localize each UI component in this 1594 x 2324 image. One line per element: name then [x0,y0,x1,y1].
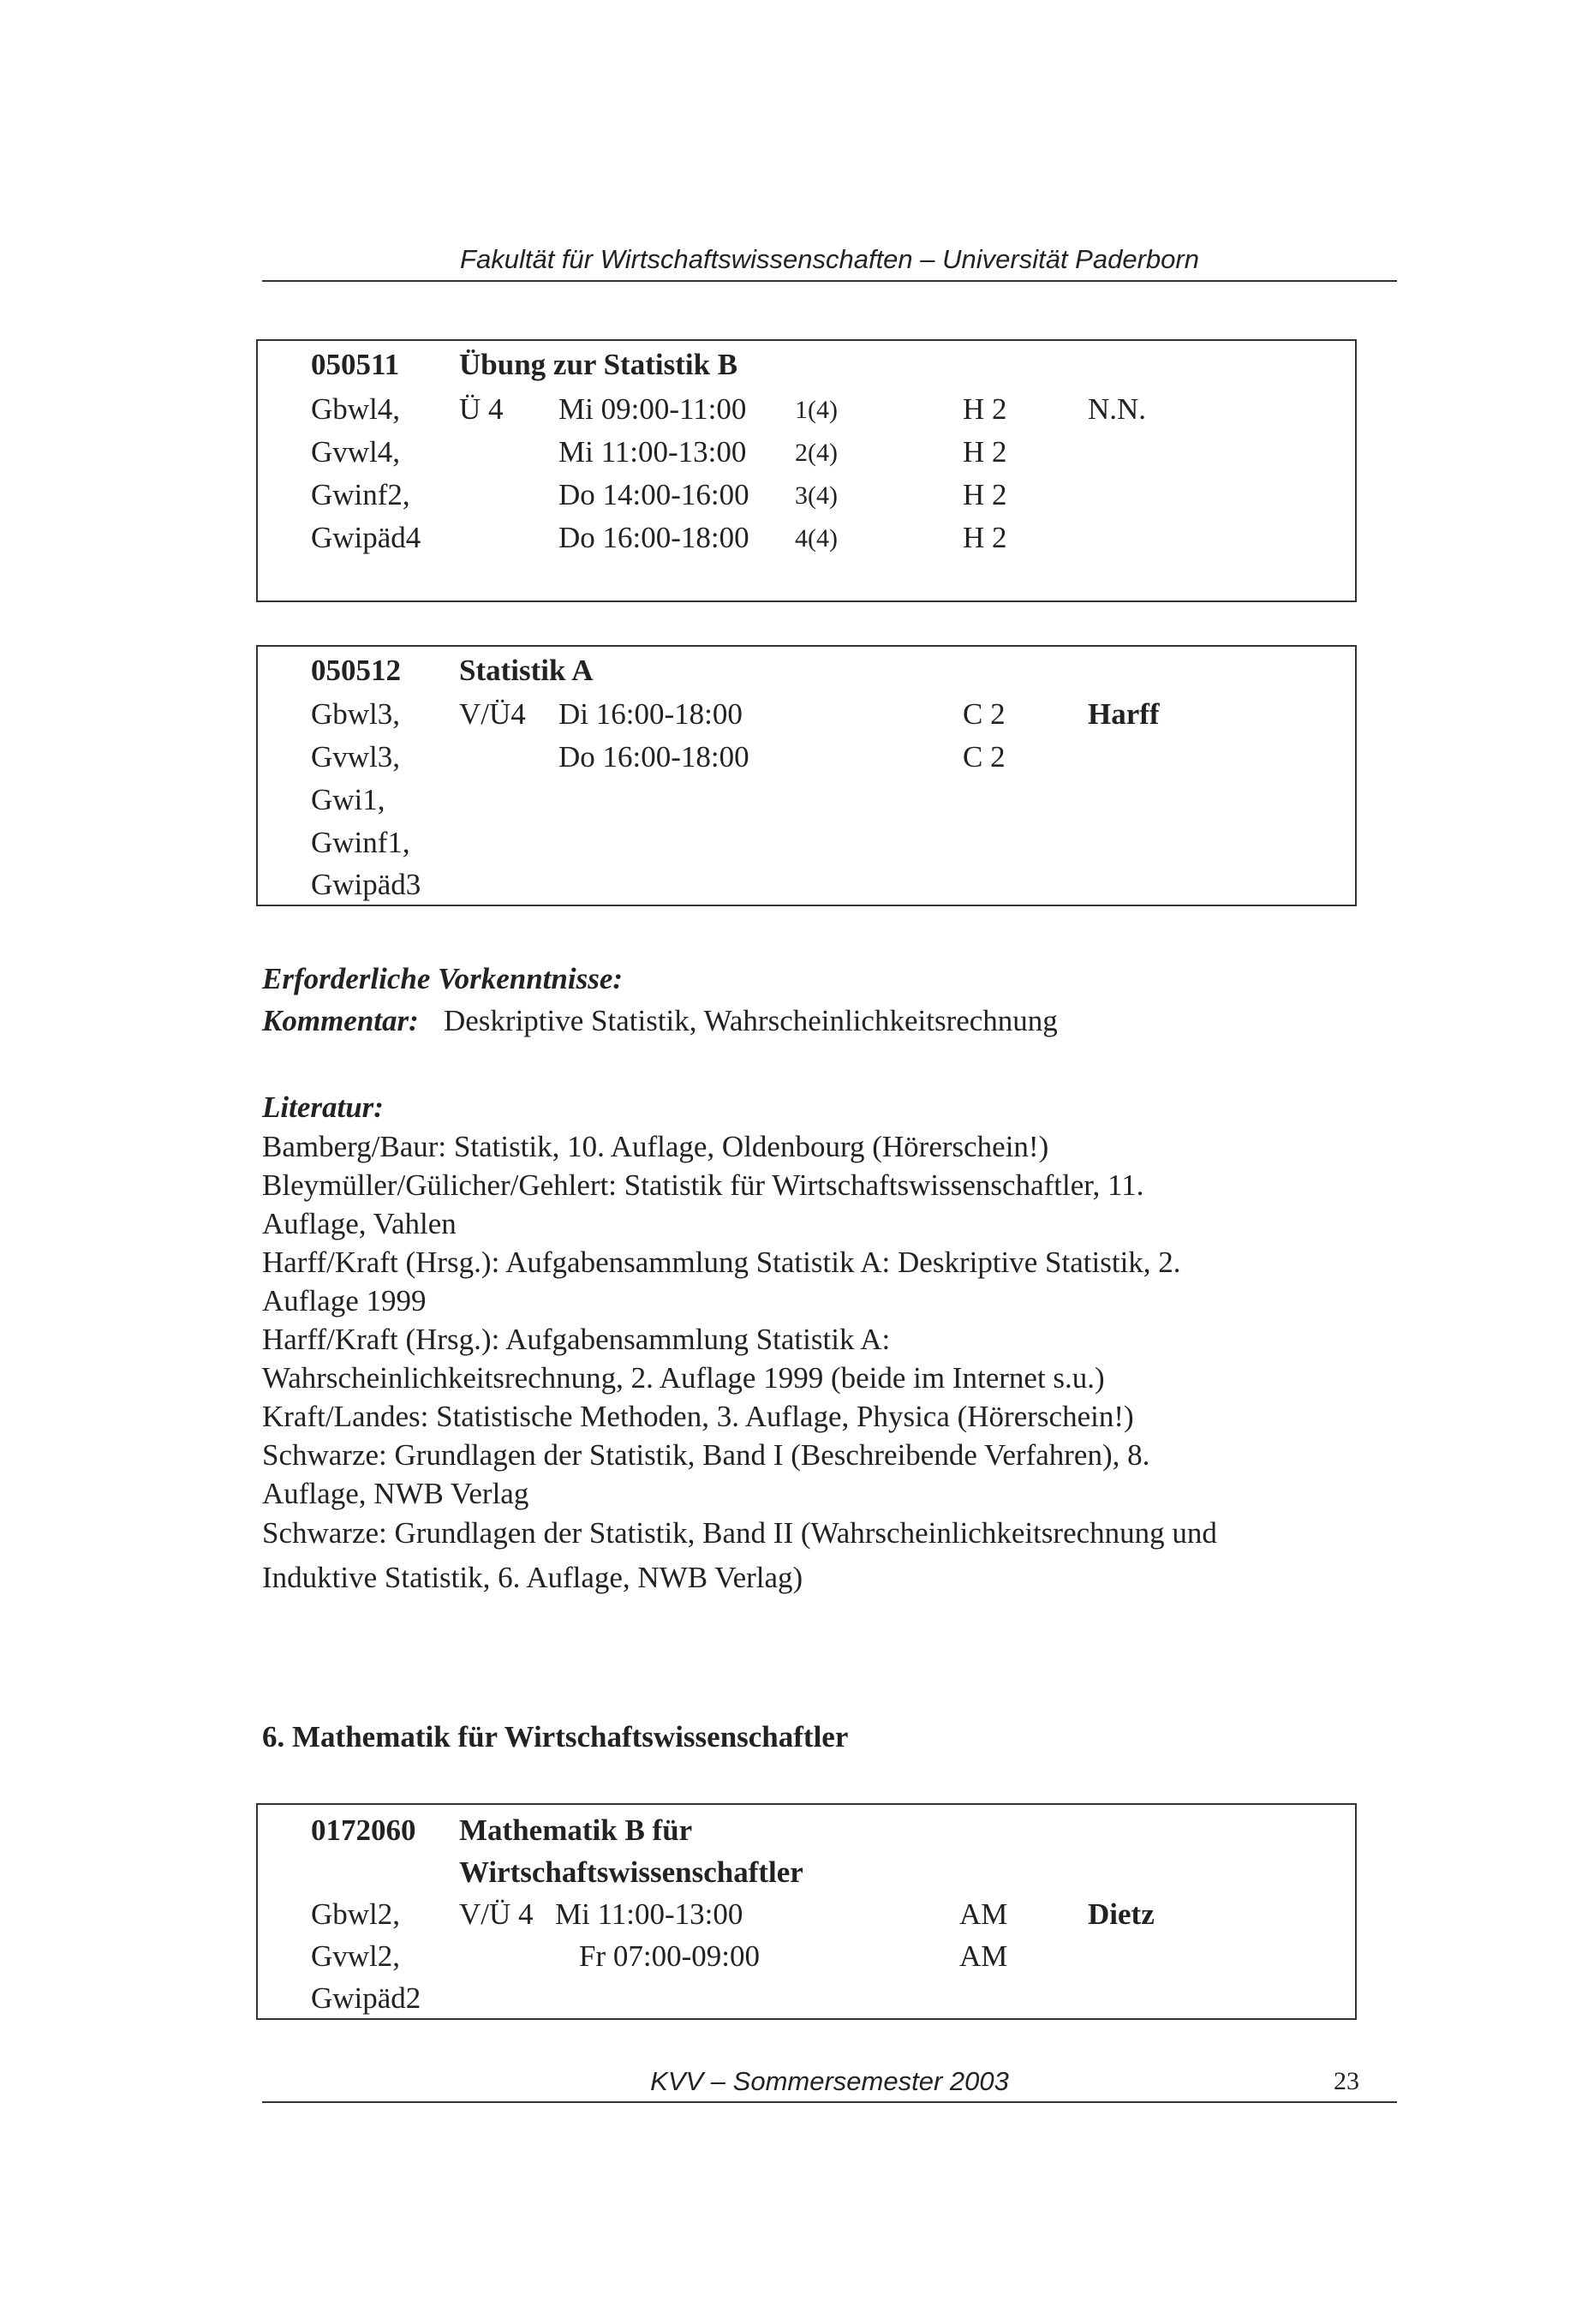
course-time: Mi 11:00-13:00 [555,1897,743,1931]
page-header: Fakultät für Wirtschaftswissenschaften – Universität Paderborn [262,241,1397,282]
course-group: Gwinf2, [311,478,410,511]
course-group: Gvwl4, [311,435,401,469]
course-slot: 4(4) [795,524,838,553]
literature-line: Harff/Kraft (Hrsg.): Aufgabensammlung Statistik A: Deskriptive Statistik, 2. [262,1246,1181,1279]
course-room: C 2 [963,697,1006,731]
course-slot: 3(4) [795,481,838,510]
course-time: Di 16:00-18:00 [558,697,743,731]
course-time: Do 16:00-18:00 [558,521,749,554]
course-room: AM [959,1939,1008,1973]
course-group: Gwipäd2 [311,1981,421,2015]
course-type: V/Ü4 [459,697,526,731]
course-group: Gwi1, [311,783,385,816]
course-title: Übung zur Statistik B [459,348,738,381]
comment-text: Deskriptive Statistik, Wahrscheinlichkeitsrechnung [444,1004,1058,1037]
course-title: Statistik A [459,654,594,687]
course-room: H 2 [963,521,1007,554]
course-time: Mi 11:00-13:00 [558,435,747,469]
course-number: 050511 [311,348,400,381]
course-time: Mi 09:00-11:00 [558,392,747,426]
course-room: H 2 [963,435,1007,469]
course-type: V/Ü 4 [459,1897,534,1931]
course-room: C 2 [963,740,1006,774]
literature-line: Schwarze: Grundlagen der Statistik, Band I (Beschreibende Verfahren), 8. [262,1438,1150,1472]
page-number: 23 [1334,2067,1359,2095]
literature-line: Wahrscheinlichkeitsrechnung, 2. Auflage 1999 (beide im Internet s.u.) [262,1361,1105,1395]
prerequisites-label: Erforderliche Vorkenntnisse: [262,962,624,995]
course-number: 0172060 [311,1813,416,1847]
course-type: Ü 4 [459,392,504,426]
course-time: Do 14:00-16:00 [558,478,749,511]
section-heading: 6. Mathematik für Wirtschaftswissenschaftler [262,1720,849,1753]
course-title: Mathematik B für [459,1813,693,1847]
course-number: 050512 [311,654,401,687]
page-footer [262,2063,1397,2103]
literature-line: Harff/Kraft (Hrsg.): Aufgabensammlung Statistik A: [262,1323,891,1356]
course-group: Gbwl4, [311,392,401,426]
literature-line: Kraft/Landes: Statistische Methoden, 3. Auflage, Physica (Hörerschein!) [262,1400,1134,1433]
literature-line: Bamberg/Baur: Statistik, 10. Auflage, Oldenbourg (Hörerschein!) [262,1130,1049,1163]
course-box-050512 [256,645,1357,906]
course-slot: 2(4) [795,439,838,467]
course-lecturer: Harff [1088,697,1160,731]
literature-line: Auflage 1999 [262,1284,427,1317]
course-room: H 2 [963,392,1007,426]
course-group: Gvwl3, [311,740,401,774]
course-title: Wirtschaftswissenschaftler [459,1855,803,1889]
course-group: Gwinf1, [311,826,410,859]
course-group: Gwipäd4 [311,521,421,554]
course-box-050511 [256,339,1357,602]
course-room: AM [959,1897,1008,1931]
course-time: Fr 07:00-09:00 [579,1939,760,1973]
footer-title: KVV – Sommersemester 2003 [650,2066,1009,2096]
literature-line: Auflage, Vahlen [262,1207,457,1240]
course-slot: 1(4) [795,396,838,424]
course-room: H 2 [963,478,1007,511]
literature-line: Induktive Statistik, 6. Auflage, NWB Verlag) [262,1561,803,1594]
course-lecturer: N.N. [1088,392,1147,426]
course-group: Gwipäd3 [311,868,421,901]
course-lecturer: Dietz [1088,1897,1155,1931]
course-group: Gvwl2, [311,1939,401,1973]
comment-label: Kommentar: [262,1004,419,1037]
literature-line: Auflage, NWB Verlag [262,1477,529,1510]
literature-label: Literatur: [262,1090,384,1124]
course-group: Gbwl2, [311,1897,401,1931]
course-time: Do 16:00-18:00 [558,740,749,774]
course-box-0172060 [256,1803,1357,2020]
literature-line: Schwarze: Grundlagen der Statistik, Band II (Wahrscheinlichkeitsrechnung und [262,1516,1217,1550]
course-group: Gbwl3, [311,697,401,731]
literature-line: Bleymüller/Gülicher/Gehlert: Statistik für Wirtschaftswissenschaftler, 11. [262,1168,1144,1202]
